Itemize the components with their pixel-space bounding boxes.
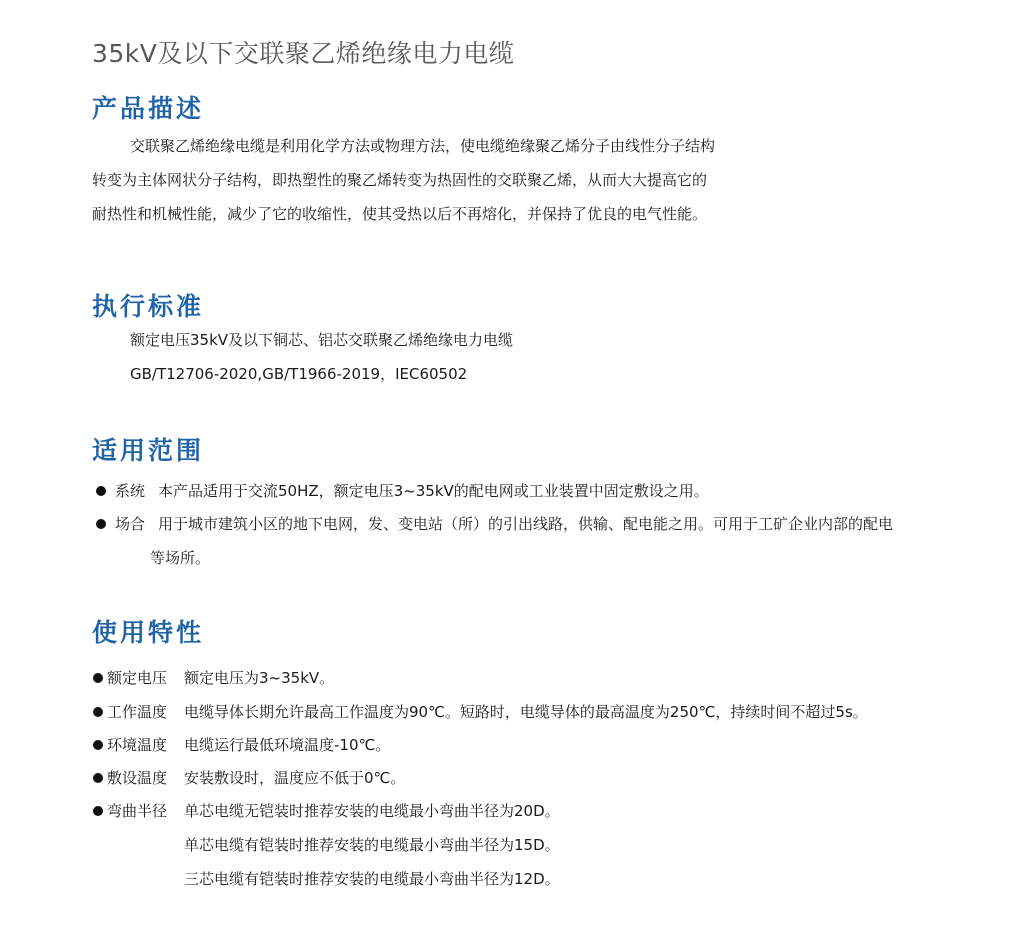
standards-line-1: 额定电压35kV及以下铜芯、铝芯交联聚乙烯绝缘电力电缆 — [130, 331, 514, 349]
bullet-icon — [96, 519, 106, 529]
characteristic-continuation: 三芯电缆有铠装时推荐安装的电缆最小弯曲半径为12D。 — [184, 870, 560, 888]
bullet-icon — [93, 707, 103, 717]
standards-line-2: GB/T12706-2020,GB/T1966-2019，IEC60502 — [130, 365, 468, 383]
characteristic-text: 额定电压为3~35kV。 — [184, 669, 335, 687]
section-heading-standards: 执行标准 — [92, 292, 205, 321]
characteristic-label: 额定电压 — [107, 669, 168, 687]
page-title: 35kV及以下交联聚乙烯绝缘电力电缆 — [92, 39, 515, 68]
bullet-icon — [93, 740, 103, 750]
characteristic-label: 弯曲半径 — [107, 802, 168, 820]
characteristic-text: 电缆运行最低环境温度-10℃。 — [184, 736, 391, 754]
section-heading-scope: 适用范围 — [92, 436, 205, 465]
section-heading-characteristics: 使用特性 — [92, 618, 205, 647]
bullet-icon — [96, 486, 106, 496]
description-line-3: 耐热性和机械性能，减少了它的收缩性，使其受热以后不再熔化，并保持了优良的电气性能。 — [92, 205, 708, 223]
bullet-icon — [93, 806, 103, 816]
characteristic-text: 电缆导体长期允许最高工作温度为90℃。短路时，电缆导体的最高温度为250℃，持续时间不超过5s。 — [184, 703, 868, 721]
scope-item-text: 本产品适用于交流50HZ，额定电压3~35kV的配电网或工业装置中固定敷设之用。 — [158, 482, 709, 500]
characteristic-text: 安装敷设时，温度应不低于0℃。 — [184, 769, 406, 787]
description-line-2: 转变为主体网状分子结构，即热塑性的聚乙烯转变为热固性的交联聚乙烯，从而大大提高它的 — [92, 171, 708, 189]
bullet-icon — [93, 773, 103, 783]
characteristic-continuation: 单芯电缆有铠装时推荐安装的电缆最小弯曲半径为15D。 — [184, 836, 560, 854]
characteristic-text: 单芯电缆无铠装时推荐安装的电缆最小弯曲半径为20D。 — [184, 802, 560, 820]
scope-item-continuation: 等场所。 — [150, 549, 211, 567]
scope-item-text: 用于城市建筑小区的地下电网，发、变电站（所）的引出线路，供输、配电能之用。可用于工矿企业内部的配电 — [158, 515, 894, 533]
characteristic-label: 敷设温度 — [107, 769, 168, 787]
scope-item-label: 系统 — [115, 482, 146, 500]
bullet-icon — [93, 673, 103, 683]
characteristic-label: 环境温度 — [107, 736, 168, 754]
scope-item-label: 场合 — [115, 515, 146, 533]
section-heading-description: 产品描述 — [92, 94, 205, 123]
characteristic-label: 工作温度 — [107, 703, 168, 721]
description-line-1: 交联聚乙烯绝缘电缆是利用化学方法或物理方法，使电缆绝缘聚乙烯分子由线性分子结构 — [130, 137, 716, 155]
